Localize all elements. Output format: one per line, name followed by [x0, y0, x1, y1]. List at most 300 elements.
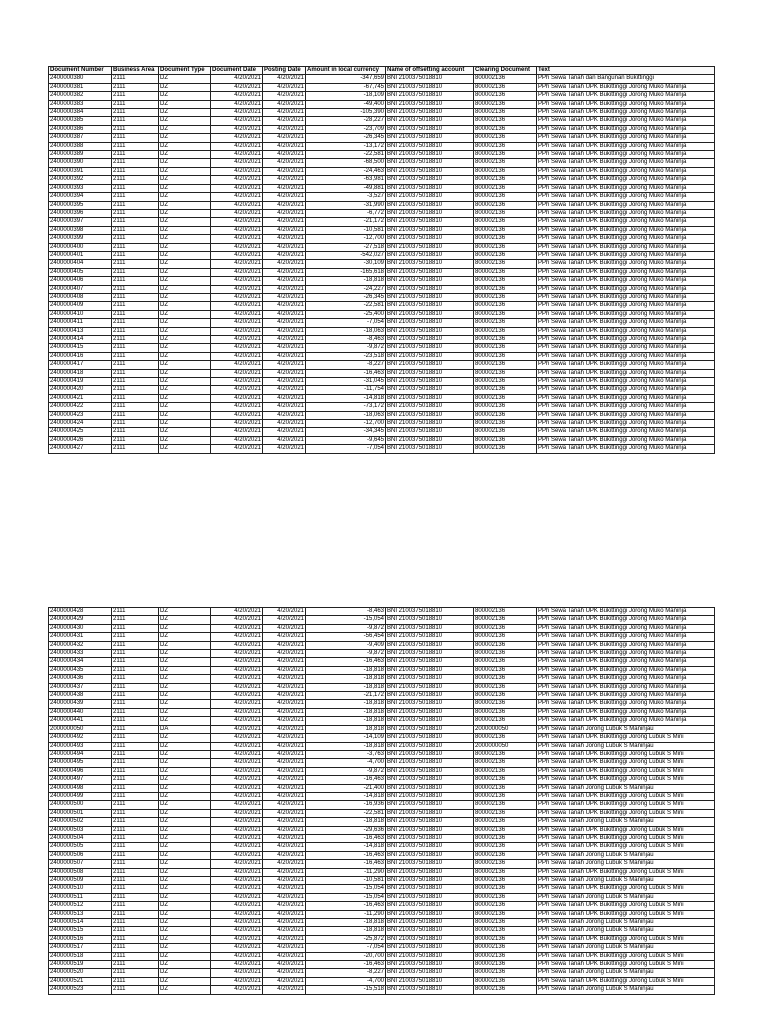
- cell-document-date: 4/20/2021: [211, 176, 263, 184]
- cell-offsetting-account: BNI 2100375018810: [386, 633, 474, 641]
- cell-document-number: 2400000420: [49, 386, 112, 394]
- cell-business-area: 2111: [112, 734, 159, 742]
- cell-text: PPh Sewa Tanah UPK Bukittinggi Jorong Muko Maninja: [537, 420, 715, 428]
- cell-business-area: 2111: [112, 310, 159, 318]
- cell-text: PPh Sewa Tanah Jorong Lubuk S Maninjau: [537, 818, 715, 826]
- cell-text: PPh Sewa Tanah UPK Bukittinggi Jorong Muko Maninja: [537, 151, 715, 159]
- cell-business-area: 2111: [112, 285, 159, 293]
- cell-amount: -18,818: [306, 666, 386, 674]
- cell-document-type: DZ: [159, 92, 211, 100]
- cell-amount: -16,463: [306, 961, 386, 969]
- cell-business-area: 2111: [112, 683, 159, 691]
- cell-offsetting-account: BNI 2100375018810: [386, 608, 474, 616]
- cell-document-date: 4/20/2021: [211, 969, 263, 977]
- cell-document-type: DA: [159, 725, 211, 733]
- cell-offsetting-account: BNI 2100375018810: [386, 75, 474, 83]
- cell-business-area: 2111: [112, 361, 159, 369]
- cell-clearing-document: 800002136: [474, 675, 537, 683]
- cell-clearing-document: 800002136: [474, 868, 537, 876]
- cell-document-number: 2400000428: [49, 608, 112, 616]
- cell-document-type: DZ: [159, 117, 211, 125]
- cell-posting-date: 4/20/2021: [263, 445, 306, 453]
- table-row: [49, 176, 715, 184]
- cell-offsetting-account: BNI 2100375018810: [386, 167, 474, 175]
- cell-posting-date: 4/20/2021: [263, 176, 306, 184]
- cell-clearing-document: 800002136: [474, 167, 537, 175]
- cell-document-date: 4/20/2021: [211, 826, 263, 834]
- cell-document-type: DZ: [159, 851, 211, 859]
- cell-posting-date: 4/20/2021: [263, 125, 306, 133]
- cell-document-date: 4/20/2021: [211, 319, 263, 327]
- cell-document-type: DZ: [159, 285, 211, 293]
- cell-clearing-document: 800002136: [474, 708, 537, 716]
- cell-amount: -9,409: [306, 641, 386, 649]
- table-row: [49, 184, 715, 192]
- cell-document-number: 2400000433: [49, 650, 112, 658]
- cell-business-area: 2111: [112, 860, 159, 868]
- cell-text: PPh Sewa Tanah UPK Bukittinggi Jorong Muko Maninja: [537, 361, 715, 369]
- cell-posting-date: 4/20/2021: [263, 411, 306, 419]
- cell-document-number: 2400000423: [49, 411, 112, 419]
- cell-clearing-document: 800002136: [474, 776, 537, 784]
- cell-text: PPh Sewa Tanah UPK Bukittinggi Jorong Muko Maninja: [537, 336, 715, 344]
- cell-amount: -15,054: [306, 893, 386, 901]
- cell-posting-date: 4/20/2021: [263, 809, 306, 817]
- cell-text: PPh Sewa Tanah Jorong Lubuk S Maninjau: [537, 877, 715, 885]
- table-row: [49, 759, 715, 767]
- table-row: [49, 209, 715, 217]
- cell-clearing-document: 800002136: [474, 92, 537, 100]
- cell-text: PPh Sewa Tanah UPK Bukittinggi Jorong Muko Maninja: [537, 403, 715, 411]
- cell-business-area: 2111: [112, 650, 159, 658]
- cell-document-type: DZ: [159, 251, 211, 259]
- cell-document-type: DZ: [159, 83, 211, 91]
- cell-offsetting-account: BNI 2100375018810: [386, 742, 474, 750]
- cell-document-number: 2400000521: [49, 977, 112, 985]
- cell-document-date: 4/20/2021: [211, 893, 263, 901]
- cell-document-type: DZ: [159, 420, 211, 428]
- cell-document-number: 2400000415: [49, 344, 112, 352]
- cell-business-area: 2111: [112, 608, 159, 616]
- cell-posting-date: 4/20/2021: [263, 818, 306, 826]
- cell-text: PPh Sewa Tanah UPK Bukittinggi Jorong Lubuk S Mini: [537, 885, 715, 893]
- cell-offsetting-account: BNI 2100375018810: [386, 394, 474, 402]
- cell-amount: -56,454: [306, 633, 386, 641]
- cell-posting-date: 4/20/2021: [263, 260, 306, 268]
- table-row: [49, 843, 715, 851]
- cell-document-type: DZ: [159, 919, 211, 927]
- cell-business-area: 2111: [112, 725, 159, 733]
- cell-amount: -14,109: [306, 734, 386, 742]
- cell-clearing-document: 800002136: [474, 159, 537, 167]
- cell-text: PPh Sewa Tanah UPK Bukittinggi Jorong Muko Maninja: [537, 608, 715, 616]
- header-clearing-document: Clearing Document: [474, 67, 537, 75]
- cell-clearing-document: 800002136: [474, 268, 537, 276]
- cell-document-date: 4/20/2021: [211, 268, 263, 276]
- cell-business-area: 2111: [112, 411, 159, 419]
- cell-document-date: 4/20/2021: [211, 717, 263, 725]
- cell-business-area: 2111: [112, 352, 159, 360]
- cell-document-date: 4/20/2021: [211, 742, 263, 750]
- cell-document-type: DZ: [159, 100, 211, 108]
- cell-document-date: 4/20/2021: [211, 100, 263, 108]
- table-row: [49, 868, 715, 876]
- cell-document-number: 2400000413: [49, 327, 112, 335]
- cell-document-date: 4/20/2021: [211, 986, 263, 994]
- cell-document-number: 2400000499: [49, 792, 112, 800]
- table-row: [49, 159, 715, 167]
- cell-document-type: DZ: [159, 302, 211, 310]
- cell-posting-date: 4/20/2021: [263, 352, 306, 360]
- cell-offsetting-account: BNI 2100375018810: [386, 919, 474, 927]
- cell-document-date: 4/20/2021: [211, 843, 263, 851]
- cell-amount: -11,290: [306, 910, 386, 918]
- cell-clearing-document: 800002136: [474, 633, 537, 641]
- cell-document-date: 4/20/2021: [211, 666, 263, 674]
- cell-amount: 18,818: [306, 725, 386, 733]
- cell-text: PPh Sewa Tanah dan Bangunan Bukittinggi: [537, 75, 715, 83]
- cell-posting-date: 4/20/2021: [263, 151, 306, 159]
- table-row: [49, 260, 715, 268]
- cell-text: PPh Sewa Tanah UPK Bukittinggi Jorong Muko Maninja: [537, 352, 715, 360]
- cell-clearing-document: 800002136: [474, 851, 537, 859]
- cell-document-type: DZ: [159, 608, 211, 616]
- cell-text: PPh Sewa Tanah UPK Bukittinggi Jorong Muko Maninja: [537, 708, 715, 716]
- cell-text: PPh Sewa Tanah Jorong Lubuk S Maninjau: [537, 742, 715, 750]
- cell-clearing-document: 800002136: [474, 83, 537, 91]
- cell-posting-date: 4/20/2021: [263, 944, 306, 952]
- cell-business-area: 2111: [112, 369, 159, 377]
- cell-clearing-document: 800002136: [474, 843, 537, 851]
- cell-document-type: DZ: [159, 159, 211, 167]
- cell-document-date: 4/20/2021: [211, 193, 263, 201]
- cell-business-area: 2111: [112, 944, 159, 952]
- cell-clearing-document: 800002136: [474, 394, 537, 402]
- cell-offsetting-account: BNI 2100375018810: [386, 902, 474, 910]
- cell-text: PPh Sewa Tanah UPK Bukittinggi Jorong Muko Maninja: [537, 344, 715, 352]
- header-posting-date: Posting Date: [263, 67, 306, 75]
- cell-document-number: 2400000502: [49, 818, 112, 826]
- cell-offsetting-account: BNI 2100375018810: [386, 851, 474, 859]
- table-row: [49, 616, 715, 624]
- cell-document-number: 2400000409: [49, 302, 112, 310]
- cell-business-area: 2111: [112, 277, 159, 285]
- cell-posting-date: 4/20/2021: [263, 969, 306, 977]
- cell-document-type: DZ: [159, 692, 211, 700]
- cell-clearing-document: 800002136: [474, 100, 537, 108]
- cell-text: PPh Sewa Tanah UPK Bukittinggi Jorong Muko Maninja: [537, 436, 715, 444]
- table-row: [49, 734, 715, 742]
- cell-text: PPh Sewa Tanah Jorong Lubuk S Maninjau: [537, 986, 715, 994]
- cell-document-type: DZ: [159, 352, 211, 360]
- cell-text: PPh Sewa Tanah UPK Bukittinggi Jorong Lubuk S Mini: [537, 801, 715, 809]
- header-amount: Amount in local currency: [306, 67, 386, 75]
- cell-offsetting-account: BNI 2100375018810: [386, 834, 474, 842]
- cell-document-date: 4/20/2021: [211, 935, 263, 943]
- cell-amount: -18,818: [306, 708, 386, 716]
- cell-offsetting-account: BNI 2100375018810: [386, 969, 474, 977]
- cell-document-type: DZ: [159, 927, 211, 935]
- table-row: [49, 75, 715, 83]
- cell-posting-date: 4/20/2021: [263, 742, 306, 750]
- cell-clearing-document: 800002136: [474, 336, 537, 344]
- cell-text: PPh Sewa Tanah UPK Bukittinggi Jorong Lubuk S Mini: [537, 935, 715, 943]
- cell-document-date: 4/20/2021: [211, 201, 263, 209]
- cell-offsetting-account: BNI 2100375018810: [386, 784, 474, 792]
- header-row: [49, 67, 715, 75]
- cell-posting-date: 4/20/2021: [263, 767, 306, 775]
- table-row: [49, 776, 715, 784]
- cell-posting-date: 4/20/2021: [263, 193, 306, 201]
- cell-document-date: 4/20/2021: [211, 851, 263, 859]
- cell-text: PPh Sewa Tanah UPK Bukittinggi Jorong Muko Maninja: [537, 277, 715, 285]
- cell-amount: -27,518: [306, 243, 386, 251]
- cell-amount: -23,518: [306, 352, 386, 360]
- cell-posting-date: 4/20/2021: [263, 675, 306, 683]
- cell-document-number: 2400000507: [49, 860, 112, 868]
- cell-offsetting-account: BNI 2100375018810: [386, 843, 474, 851]
- cell-document-number: 2400000512: [49, 902, 112, 910]
- cell-business-area: 2111: [112, 83, 159, 91]
- cell-amount: -13,172: [306, 142, 386, 150]
- cell-business-area: 2111: [112, 327, 159, 335]
- table-row: [49, 860, 715, 868]
- cell-document-number: 2400000519: [49, 961, 112, 969]
- cell-document-date: 4/20/2021: [211, 75, 263, 83]
- cell-clearing-document: 800002136: [474, 117, 537, 125]
- cell-business-area: 2111: [112, 910, 159, 918]
- cell-document-date: 4/20/2021: [211, 420, 263, 428]
- cell-clearing-document: 800002136: [474, 193, 537, 201]
- cell-document-date: 4/20/2021: [211, 251, 263, 259]
- cell-text: PPh Sewa Tanah UPK Bukittinggi Jorong Muko Maninja: [537, 633, 715, 641]
- cell-document-number: 2400000406: [49, 277, 112, 285]
- cell-document-date: 4/20/2021: [211, 708, 263, 716]
- cell-business-area: 2111: [112, 843, 159, 851]
- cell-document-number: 2400000493: [49, 742, 112, 750]
- cell-offsetting-account: BNI 2100375018810: [386, 868, 474, 876]
- table-row: [49, 742, 715, 750]
- table-row: [49, 251, 715, 259]
- cell-document-date: 4/20/2021: [211, 725, 263, 733]
- cell-amount: -10,581: [306, 226, 386, 234]
- cell-amount: -20,700: [306, 952, 386, 960]
- table-body-page-1: [49, 75, 715, 453]
- cell-offsetting-account: BNI 2100375018810: [386, 986, 474, 994]
- cell-document-type: DZ: [159, 125, 211, 133]
- cell-offsetting-account: BNI 2100375018810: [386, 344, 474, 352]
- cell-amount: -16,463: [306, 902, 386, 910]
- cell-business-area: 2111: [112, 801, 159, 809]
- cell-business-area: 2111: [112, 851, 159, 859]
- cell-document-type: DZ: [159, 109, 211, 117]
- cell-document-type: DZ: [159, 403, 211, 411]
- cell-document-number: 2400000405: [49, 268, 112, 276]
- cell-posting-date: 4/20/2021: [263, 293, 306, 301]
- cell-offsetting-account: BNI 2100375018810: [386, 776, 474, 784]
- table-row: [49, 167, 715, 175]
- cell-text: PPh Sewa Tanah UPK Bukittinggi Jorong Muko Maninja: [537, 319, 715, 327]
- cell-document-number: 2000000050: [49, 725, 112, 733]
- cell-document-date: 4/20/2021: [211, 961, 263, 969]
- cell-text: PPh Sewa Tanah UPK Bukittinggi Jorong Muko Maninja: [537, 394, 715, 402]
- cell-text: PPh Sewa Tanah UPK Bukittinggi Jorong Muko Maninja: [537, 193, 715, 201]
- cell-offsetting-account: BNI 2100375018810: [386, 336, 474, 344]
- cell-document-type: DZ: [159, 952, 211, 960]
- cell-clearing-document: 800002136: [474, 327, 537, 335]
- cell-offsetting-account: BNI 2100375018810: [386, 268, 474, 276]
- cell-posting-date: 4/20/2021: [263, 927, 306, 935]
- cell-clearing-document: 800002136: [474, 952, 537, 960]
- cell-document-date: 4/20/2021: [211, 125, 263, 133]
- cell-clearing-document: 800002136: [474, 344, 537, 352]
- table-row: [49, 624, 715, 632]
- cell-clearing-document: 800002136: [474, 641, 537, 649]
- cell-amount: -21,172: [306, 218, 386, 226]
- cell-text: PPh Sewa Tanah UPK Bukittinggi Jorong Lubuk S Mini: [537, 977, 715, 985]
- cell-document-number: 2400000395: [49, 201, 112, 209]
- cell-document-number: 2400000399: [49, 235, 112, 243]
- cell-document-type: DZ: [159, 776, 211, 784]
- cell-document-date: 4/20/2021: [211, 151, 263, 159]
- cell-document-type: DZ: [159, 734, 211, 742]
- cell-posting-date: 4/20/2021: [263, 624, 306, 632]
- cell-text: PPh Sewa Tanah UPK Bukittinggi Jorong Muko Maninja: [537, 692, 715, 700]
- cell-posting-date: 4/20/2021: [263, 235, 306, 243]
- cell-amount: -26,345: [306, 134, 386, 142]
- cell-document-type: DZ: [159, 218, 211, 226]
- cell-document-type: DZ: [159, 893, 211, 901]
- table-row: [49, 352, 715, 360]
- cell-document-type: DZ: [159, 142, 211, 150]
- cell-amount: -9,872: [306, 344, 386, 352]
- cell-offsetting-account: BNI 2100375018810: [386, 792, 474, 800]
- cell-posting-date: 4/20/2021: [263, 935, 306, 943]
- cell-amount: -63,981: [306, 176, 386, 184]
- cell-document-number: 2400000440: [49, 708, 112, 716]
- cell-amount: -24,463: [306, 167, 386, 175]
- cell-offsetting-account: BNI 2100375018810: [386, 658, 474, 666]
- cell-document-date: 4/20/2021: [211, 759, 263, 767]
- cell-document-date: 4/20/2021: [211, 734, 263, 742]
- cell-document-type: DZ: [159, 633, 211, 641]
- cell-business-area: 2111: [112, 184, 159, 192]
- cell-document-type: DZ: [159, 184, 211, 192]
- cell-business-area: 2111: [112, 977, 159, 985]
- cell-document-number: 2400000396: [49, 209, 112, 217]
- cell-posting-date: 4/20/2021: [263, 683, 306, 691]
- table-row: [49, 218, 715, 226]
- table-row: [49, 834, 715, 842]
- cell-business-area: 2111: [112, 893, 159, 901]
- cell-text: PPh Sewa Tanah UPK Bukittinggi Jorong Muko Maninja: [537, 285, 715, 293]
- cell-amount: -18,818: [306, 818, 386, 826]
- cell-document-number: 2400000404: [49, 260, 112, 268]
- cell-posting-date: 4/20/2021: [263, 167, 306, 175]
- cell-clearing-document: 800002136: [474, 860, 537, 868]
- cell-posting-date: 4/20/2021: [263, 251, 306, 259]
- cell-posting-date: 4/20/2021: [263, 184, 306, 192]
- cell-offsetting-account: BNI 2100375018810: [386, 801, 474, 809]
- cell-document-date: 4/20/2021: [211, 369, 263, 377]
- cell-offsetting-account: BNI 2100375018810: [386, 725, 474, 733]
- cell-offsetting-account: BNI 2100375018810: [386, 235, 474, 243]
- cell-document-date: 4/20/2021: [211, 386, 263, 394]
- cell-amount: -49,881: [306, 184, 386, 192]
- cell-offsetting-account: BNI 2100375018810: [386, 352, 474, 360]
- cell-posting-date: 4/20/2021: [263, 919, 306, 927]
- cell-document-number: 2400000506: [49, 851, 112, 859]
- cell-document-type: DZ: [159, 201, 211, 209]
- cell-amount: -28,227: [306, 117, 386, 125]
- cell-document-type: DZ: [159, 378, 211, 386]
- cell-document-type: DZ: [159, 767, 211, 775]
- cell-clearing-document: 800002136: [474, 420, 537, 428]
- cell-posting-date: 4/20/2021: [263, 784, 306, 792]
- cell-business-area: 2111: [112, 445, 159, 453]
- cell-offsetting-account: BNI 2100375018810: [386, 650, 474, 658]
- table-row: [49, 428, 715, 436]
- cell-text: PPh Sewa Tanah UPK Bukittinggi Jorong Muko Maninja: [537, 369, 715, 377]
- cell-clearing-document: 800002136: [474, 734, 537, 742]
- cell-document-type: DZ: [159, 641, 211, 649]
- table-row: [49, 952, 715, 960]
- table-row: [49, 344, 715, 352]
- cell-offsetting-account: BNI 2100375018810: [386, 209, 474, 217]
- cell-amount: -11,754: [306, 386, 386, 394]
- cell-business-area: 2111: [112, 201, 159, 209]
- cell-amount: -22,581: [306, 151, 386, 159]
- cell-business-area: 2111: [112, 319, 159, 327]
- cell-posting-date: 4/20/2021: [263, 616, 306, 624]
- cell-offsetting-account: BNI 2100375018810: [386, 193, 474, 201]
- cell-posting-date: 4/20/2021: [263, 226, 306, 234]
- cell-document-type: DZ: [159, 226, 211, 234]
- table-row: [49, 386, 715, 394]
- table-row: [49, 235, 715, 243]
- cell-text: PPh Sewa Tanah UPK Bukittinggi Jorong Lubuk S Mini: [537, 750, 715, 758]
- cell-document-date: 4/20/2021: [211, 134, 263, 142]
- cell-amount: -31,045: [306, 378, 386, 386]
- cell-posting-date: 4/20/2021: [263, 327, 306, 335]
- table-row: [49, 201, 715, 209]
- table-row: [49, 83, 715, 91]
- cell-document-date: 4/20/2021: [211, 394, 263, 402]
- cell-clearing-document: 800002136: [474, 411, 537, 419]
- cell-offsetting-account: BNI 2100375018810: [386, 428, 474, 436]
- cell-offsetting-account: BNI 2100375018810: [386, 201, 474, 209]
- cell-clearing-document: 800002136: [474, 445, 537, 453]
- table-row: [49, 935, 715, 943]
- cell-posting-date: 4/20/2021: [263, 641, 306, 649]
- cell-amount: -18,818: [306, 277, 386, 285]
- cell-clearing-document: 800002136: [474, 302, 537, 310]
- table-row: [49, 666, 715, 674]
- cell-document-number: 2400000421: [49, 394, 112, 402]
- cell-document-type: DZ: [159, 616, 211, 624]
- cell-document-number: 2400000438: [49, 692, 112, 700]
- cell-document-date: 4/20/2021: [211, 944, 263, 952]
- cell-amount: -10,581: [306, 877, 386, 885]
- cell-business-area: 2111: [112, 986, 159, 994]
- cell-document-date: 4/20/2021: [211, 209, 263, 217]
- cell-amount: -15,054: [306, 885, 386, 893]
- cell-document-number: 2400000398: [49, 226, 112, 234]
- cell-amount: -6,772: [306, 209, 386, 217]
- cell-document-date: 4/20/2021: [211, 243, 263, 251]
- cell-document-type: DZ: [159, 445, 211, 453]
- cell-amount: -16,463: [306, 860, 386, 868]
